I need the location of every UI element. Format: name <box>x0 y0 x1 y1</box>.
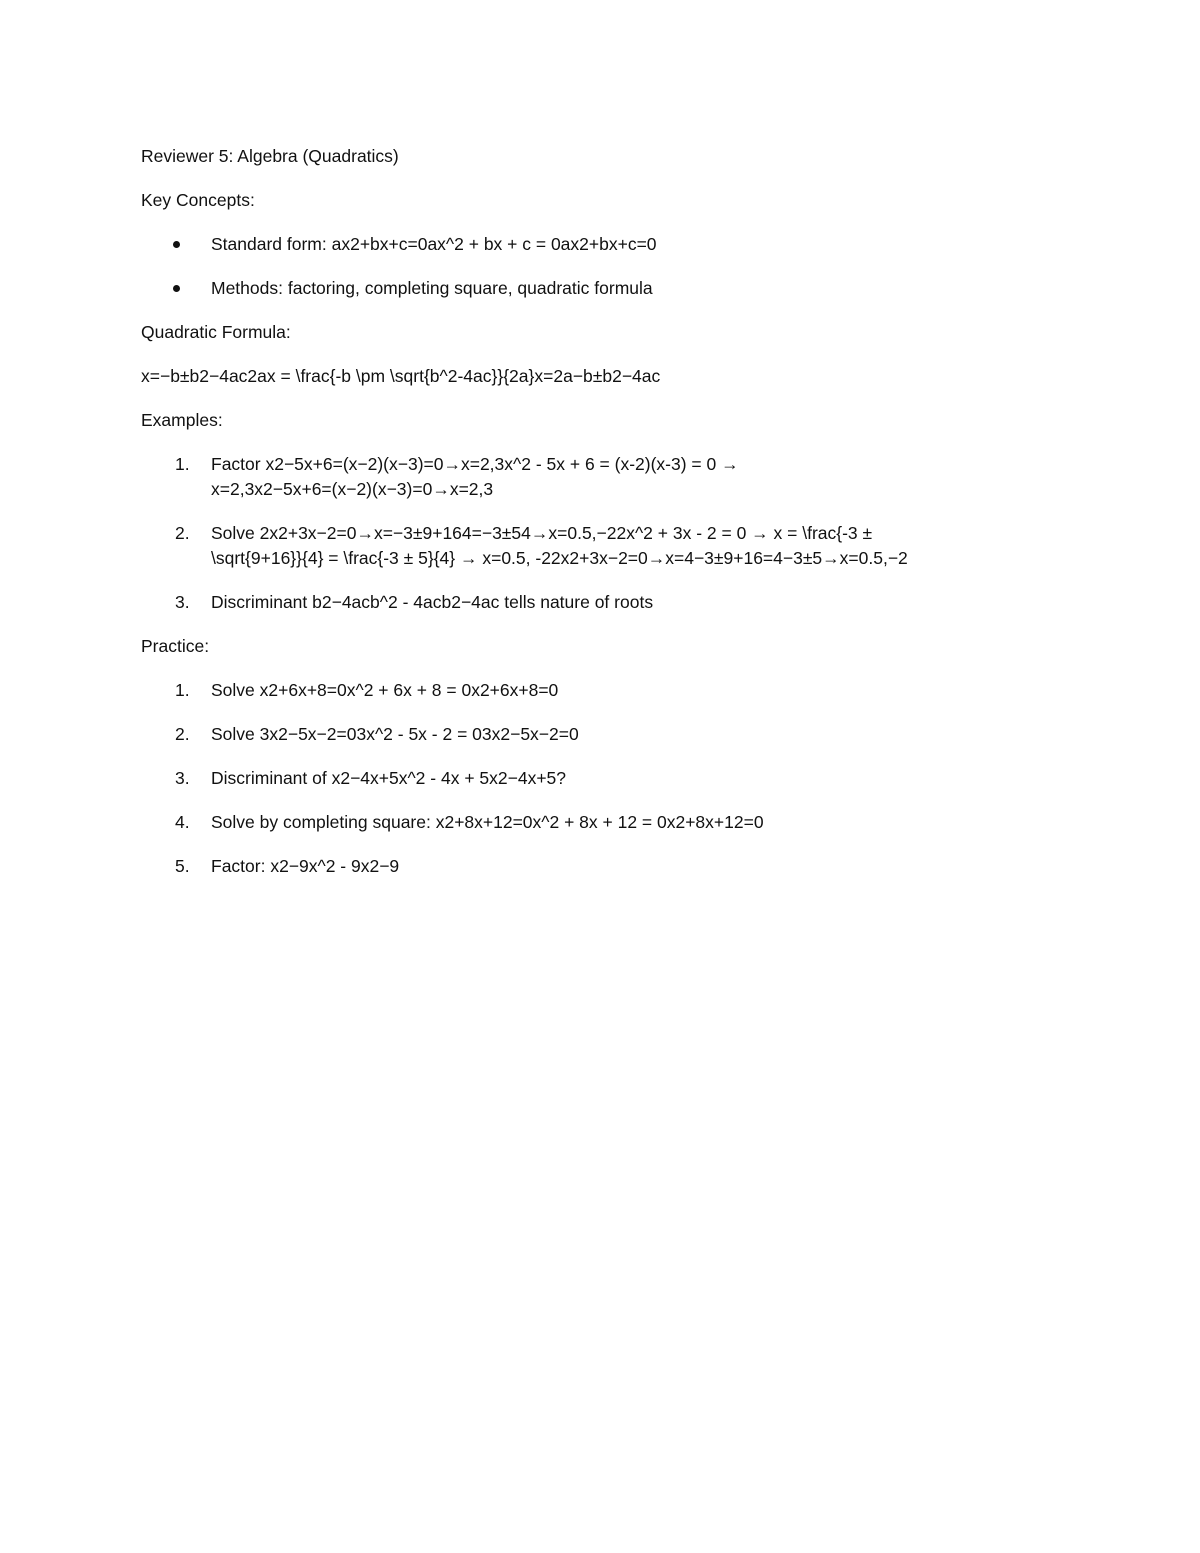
example-line: Solve 2x2+3x−2=0→x=−3±9+164=−3±54→x=0.5,−22x^2 + 3x - 2 = 0 → x = \frac{-3 ± <box>211 523 873 543</box>
practice-text: Factor: x2−9x^2 - 9x2−9 <box>211 856 400 876</box>
list-number: 1. <box>175 680 190 700</box>
document-page <box>141 144 1041 898</box>
examples-heading: Examples: <box>141 410 223 430</box>
document-title: Reviewer 5: Algebra (Quadratics) <box>141 146 399 166</box>
bullet-icon <box>173 241 180 248</box>
practice-item <box>141 722 1041 747</box>
key-concepts-list <box>141 232 1041 301</box>
example-item <box>141 521 1041 571</box>
practice-list <box>141 678 1041 879</box>
practice-text: Solve x2+6x+8=0x^2 + 6x + 8 = 0x2+6x+8=0 <box>211 680 559 700</box>
practice-item <box>141 854 1041 879</box>
examples-list <box>141 452 1041 615</box>
key-concept-item <box>141 276 1041 301</box>
list-number: 2. <box>175 724 190 744</box>
formula-text: x=−b±b2−4ac2ax = \frac{-b \pm \sqrt{b^2-4ac}}{2a}x=2a−b±b2−4ac <box>141 366 661 386</box>
example-item <box>141 452 1041 502</box>
example-line: \sqrt{9+16}}{4} = \frac{-3 ± 5}{4} → x=0.5, -22x2+3x−2=0→x=4−3±9+16=4−3±5→x=0.5,−2 <box>211 548 908 568</box>
key-concept-text: Methods: factoring, completing square, quadratic formula <box>211 278 653 298</box>
example-item <box>141 590 1041 615</box>
list-number: 4. <box>175 812 190 832</box>
key-concept-item <box>141 232 1041 257</box>
practice-text: Discriminant of x2−4x+5x^2 - 4x + 5x2−4x+5? <box>211 768 566 788</box>
example-line: Factor x2−5x+6=(x−2)(x−3)=0→x=2,3x^2 - 5x + 6 = (x-2)(x-3) = 0 → <box>211 454 739 474</box>
practice-item <box>141 810 1041 835</box>
practice-text: Solve by completing square: x2+8x+12=0x^2 + 8x + 12 = 0x2+8x+12=0 <box>211 812 764 832</box>
list-number: 3. <box>175 592 190 612</box>
practice-item <box>141 766 1041 791</box>
list-number: 1. <box>175 454 190 474</box>
list-number: 2. <box>175 523 190 543</box>
list-number: 3. <box>175 768 190 788</box>
example-line: x=2,3x2−5x+6=(x−2)(x−3)=0→x=2,3 <box>211 479 494 499</box>
list-number: 5. <box>175 856 190 876</box>
practice-text: Solve 3x2−5x−2=03x^2 - 5x - 2 = 03x2−5x−2=0 <box>211 724 579 744</box>
bullet-icon <box>173 285 180 292</box>
example-line: Discriminant b2−4acb^2 - 4acb2−4ac tells nature of roots <box>211 592 654 612</box>
practice-item <box>141 678 1041 703</box>
key-concept-text: Standard form: ax2+bx+c=0ax^2 + bx + c = 0ax2+bx+c=0 <box>211 234 657 254</box>
practice-heading: Practice: <box>141 636 210 656</box>
key-concepts-heading: Key Concepts: <box>141 190 255 210</box>
formula-heading: Quadratic Formula: <box>141 322 291 342</box>
